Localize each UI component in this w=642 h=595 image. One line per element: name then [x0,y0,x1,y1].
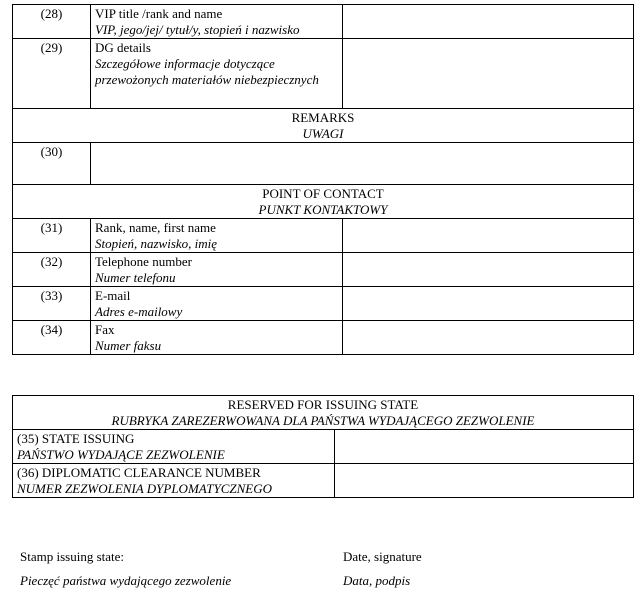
field-label [13,430,335,464]
field-label-pl: Stopień, nazwisko, imię [95,236,218,251]
field-label-en: (36) DIPLOMATIC CLEARANCE NUMBER [17,465,261,480]
field-label-pl: Adres e-mailowy [95,304,183,319]
issuing-state-table [12,395,634,498]
field-label-en: DG details [95,40,151,55]
section-header [13,396,634,430]
row-number: (28) [13,5,91,39]
field-label [13,464,335,498]
issuing-header-pl: RUBRYKA ZAREZERWOWANA DLA PAŃSTWA WYDAJĄCEGO ZEZWOLENIE [111,413,535,428]
remarks-value[interactable] [91,143,634,185]
section-header [13,185,634,219]
field-label [91,321,343,355]
state-issuing-value[interactable] [335,430,634,464]
stamp-label-en: Stamp issuing state: [20,549,124,564]
table-row [13,321,634,355]
email-value[interactable] [343,287,634,321]
row-number: (32) [13,253,91,287]
contact-header [13,185,634,219]
section-header [13,109,634,143]
remarks-header [13,109,634,143]
row-number: (29) [13,39,91,109]
field-label-pl: Numer telefonu [95,270,176,285]
field-label [91,39,343,109]
field-label [91,253,343,287]
date-label-en: Date, signature [343,549,422,564]
field-label-pl: PAŃSTWO WYDAJĄCE ZEZWOLENIE [17,447,225,462]
dg-details-value[interactable] [343,39,634,109]
row-number: (34) [13,321,91,355]
field-label-en: Telephone number [95,254,192,269]
table-row [13,464,634,498]
contact-name-value[interactable] [343,219,634,253]
contact-header-pl: PUNKT KONTAKTOWY [258,202,388,217]
table-row [13,143,634,185]
row-number: (33) [13,287,91,321]
date-signature-block [343,549,422,589]
remarks-header-en: REMARKS [291,110,355,125]
table-row [13,430,634,464]
remarks-header-pl: UWAGI [302,126,344,141]
field-label-en: Fax [95,322,115,337]
table-row [13,219,634,253]
stamp-block [20,549,231,589]
field-label-pl: Numer faksu [95,338,162,353]
field-label [91,287,343,321]
date-label-pl: Data, podpis [343,573,411,588]
field-label-pl: Szczegółowe informacje dotyczące przewożonych materiałów niebezpiecznych [95,56,319,87]
table-row [13,39,634,109]
field-label-en: (35) STATE ISSUING [17,431,135,446]
field-label-en: VIP title /rank and name [95,6,223,21]
field-label [91,219,343,253]
clearance-number-value[interactable] [335,464,634,498]
table-row [13,5,634,39]
main-form-table [12,4,634,355]
issuing-header [13,396,634,430]
field-label [91,5,343,39]
table-row [13,287,634,321]
fax-value[interactable] [343,321,634,355]
row-number: (31) [13,219,91,253]
field-label-en: Rank, name, first name [95,220,216,235]
row-number: (30) [13,143,91,185]
contact-header-en: POINT OF CONTACT [262,186,384,201]
field-label-pl: NUMER ZEZWOLENIA DYPLOMATYCZNEGO [17,481,272,496]
field-label-en: E-mail [95,288,131,303]
stamp-label-pl: Pieczęć państwa wydającego zezwolenie [20,573,232,588]
vip-title-value[interactable] [343,5,634,39]
issuing-header-en: RESERVED FOR ISSUING STATE [227,397,419,412]
telephone-value[interactable] [343,253,634,287]
table-row [13,253,634,287]
field-label-pl: VIP, jego/jej/ tytuł/y, stopień i nazwisko [95,22,300,37]
